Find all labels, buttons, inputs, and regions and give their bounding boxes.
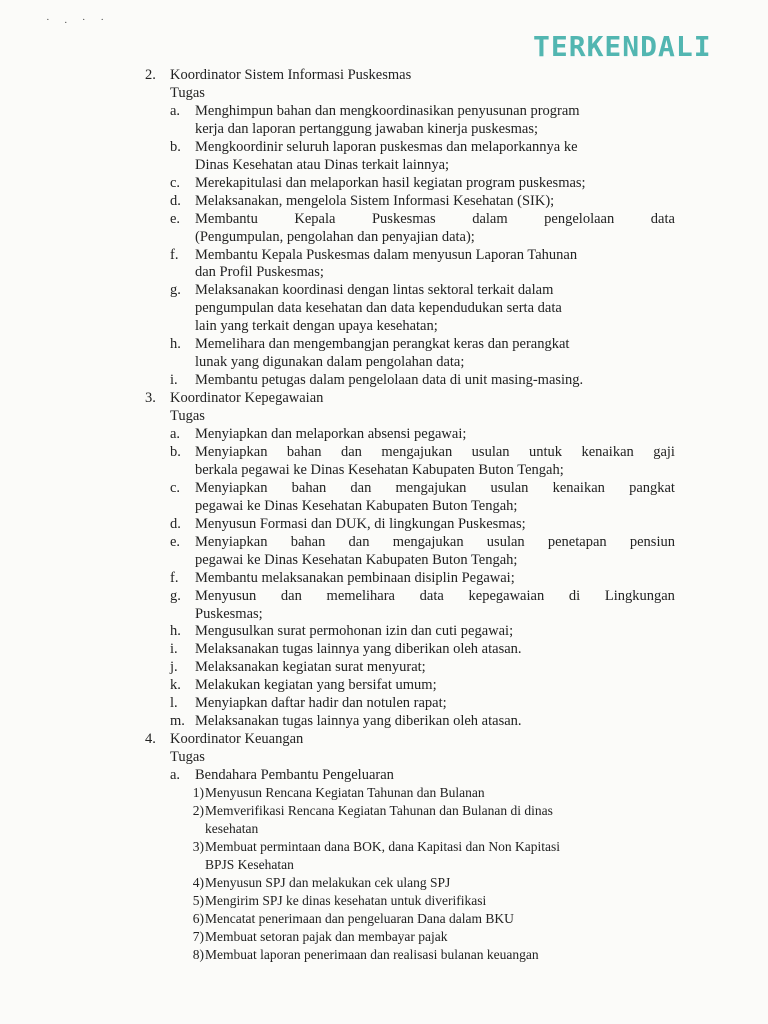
word: kepegawaian <box>468 587 545 604</box>
item-letter: c. <box>170 479 181 496</box>
word: Kepala <box>294 210 336 227</box>
item-text <box>195 479 675 497</box>
word: bahan <box>290 533 326 550</box>
item-letter: j. <box>170 659 178 676</box>
word: usulan <box>490 479 529 496</box>
sub-item-number: 7) <box>192 928 204 944</box>
sub-item-text: Membuat laporan penerimaan dan realisasi bulanan keuangan <box>205 946 539 962</box>
word: kenaikan <box>552 479 605 496</box>
item-letter: h. <box>170 336 181 353</box>
sub-item-number: 3) <box>192 838 204 854</box>
item-letter: b. <box>170 443 181 460</box>
item-text <box>195 443 675 461</box>
word: di <box>568 587 581 604</box>
item-letter: d. <box>170 515 181 532</box>
item-letter: k. <box>170 677 181 694</box>
word: Lingkungan <box>604 587 675 604</box>
word: pengelolaan <box>544 210 615 227</box>
item-text: kerja dan laporan pertanggung jawaban kinerja puskesmas; <box>195 120 539 137</box>
sub-item-number: 2) <box>192 802 204 818</box>
item-text: Bendahara Pembantu Pengeluaran <box>195 767 394 784</box>
scan-specks: · . · · <box>46 14 110 26</box>
item-letter: f. <box>170 569 179 586</box>
sub-item-text: BPJS Kesehatan <box>205 856 294 872</box>
word: dan <box>350 479 372 496</box>
item-text: pengumpulan data kesehatan dan data kependudukan serta data <box>195 300 562 317</box>
word: Membantu <box>195 210 258 227</box>
item-text: Membantu petugas dalam pengelolaan data di unit masing-masing. <box>195 372 584 389</box>
item-text: Menyusun Formasi dan DUK, di lingkungan Puskesmas; <box>195 515 526 532</box>
item-letter: b. <box>170 138 181 155</box>
item-letter: e. <box>170 210 181 227</box>
item-letter: m. <box>170 713 185 730</box>
item-letter: h. <box>170 623 181 640</box>
section-title: Koordinator Kepegawaian <box>170 390 324 407</box>
item-letter: i. <box>170 372 178 389</box>
item-letter: a. <box>170 102 181 119</box>
word: kenaikan <box>581 443 634 460</box>
item-text: Melaksanakan tugas lainnya yang diberikan oleh atasan. <box>195 641 522 658</box>
item-letter: a. <box>170 767 181 784</box>
word: dalam <box>472 210 508 227</box>
sub-item-text: Memverifikasi Rencana Kegiatan Tahunan dan Bulanan di dinas <box>205 802 553 818</box>
word: data <box>419 587 444 604</box>
item-text: Membantu Kepala Puskesmas dalam menyusun Laporan Tahunan <box>195 246 578 263</box>
tugas-label: Tugas <box>170 408 205 425</box>
item-text <box>195 210 675 228</box>
word: data <box>650 210 675 227</box>
item-letter: f. <box>170 246 179 263</box>
sub-item-text: Mencatat penerimaan dan pengeluaran Dana dalam BKU <box>205 910 514 926</box>
item-text: lain yang terkait dengan upaya kesehatan; <box>195 318 438 335</box>
tugas-label: Tugas <box>170 749 205 766</box>
item-text: (Pengumpulan, pengolahan dan penyajian data); <box>195 228 475 245</box>
item-text: dan Profil Puskesmas; <box>195 264 324 281</box>
section-number: 2. <box>145 67 156 83</box>
item-text: Melaksanakan, mengelola Sistem Informasi Kesehatan (SIK); <box>195 192 555 209</box>
word: dan <box>348 533 370 550</box>
word: usulan <box>486 533 525 550</box>
item-letter: a. <box>170 426 181 442</box>
word: penetapan <box>547 533 607 550</box>
item-text: Melaksanakan kegiatan surat menyurat; <box>195 659 426 676</box>
item-letter: i. <box>170 641 178 658</box>
item-text: Melakukan kegiatan yang bersifat umum; <box>195 677 437 694</box>
item-text: pegawai ke Dinas Kesehatan Kabupaten Buton Tengah; <box>195 497 518 514</box>
item-text: lunak yang digunakan dalam pengolahan data; <box>195 354 465 371</box>
word: bahan <box>286 443 322 460</box>
sub-item-text: Menyusun Rencana Kegiatan Tahunan dan Bulanan <box>205 785 485 800</box>
word: bahan <box>291 479 327 496</box>
sub-item-text: Membuat permintaan dana BOK, dana Kapitasi dan Non Kapitasi <box>205 838 561 854</box>
item-text: Mengkoordinir seluruh laporan puskesmas dan melaporkannya ke <box>195 138 578 155</box>
word: usulan <box>471 443 510 460</box>
item-text: Membantu melaksanakan pembinaan disiplin Pegawai; <box>195 569 515 586</box>
item-text: Menghimpun bahan dan mengkoordinasikan penyusunan program <box>195 102 580 119</box>
section-title: Koordinator Sistem Informasi Puskesmas <box>170 67 412 83</box>
sub-item-text: Menyusun SPJ dan melakukan cek ulang SPJ <box>205 874 451 890</box>
section-number: 4. <box>145 731 156 748</box>
sub-item-text: Membuat setoran pajak dan membayar pajak <box>205 928 448 944</box>
word: dan <box>340 443 362 460</box>
item-text <box>195 533 675 551</box>
item-letter: g. <box>170 282 181 299</box>
sub-item-number: 5) <box>192 892 204 908</box>
word: Menyiapkan <box>195 479 268 496</box>
sub-item-number: 8) <box>192 946 204 962</box>
item-text: Puskesmas; <box>195 605 263 622</box>
item-text: Merekapitulasi dan melaporkan hasil kegiatan program puskesmas; <box>195 174 586 191</box>
word: Puskesmas <box>371 210 436 227</box>
word: memelihara <box>326 587 395 604</box>
word: mengajukan <box>381 443 453 460</box>
item-letter: l. <box>170 695 178 712</box>
tugas-label: Tugas <box>170 84 205 101</box>
item-letter: c. <box>170 174 181 191</box>
word: mengajukan <box>392 533 464 550</box>
item-text: Melaksanakan koordinasi dengan lintas sektoral terkait dalam <box>195 282 554 299</box>
sub-item-number: 6) <box>192 910 204 926</box>
item-letter: g. <box>170 587 181 604</box>
word: gaji <box>653 443 675 460</box>
item-text: Memelihara dan mengembangjan perangkat keras dan perangkat <box>195 336 570 353</box>
item-text: pegawai ke Dinas Kesehatan Kabupaten Buton Tengah; <box>195 551 518 568</box>
item-text: Melaksanakan tugas lainnya yang diberikan oleh atasan. <box>195 713 522 730</box>
word: Menyiapkan <box>195 533 268 550</box>
word: pensiun <box>629 533 675 550</box>
word: mengajukan <box>395 479 467 496</box>
item-text: Menyiapkan daftar hadir dan notulen rapat; <box>195 695 447 712</box>
word: dan <box>280 587 302 604</box>
item-text: Menyiapkan dan melaporkan absensi pegawai; <box>195 426 467 442</box>
item-letter: d. <box>170 192 181 209</box>
section-number: 3. <box>145 390 156 407</box>
sub-item-text: kesehatan <box>205 820 259 836</box>
item-text <box>195 587 675 605</box>
word: Menyusun <box>195 587 257 604</box>
item-text: Dinas Kesehatan atau Dinas terkait lainnya; <box>195 156 450 173</box>
item-text: Mengusulkan surat permohonan izin dan cuti pegawai; <box>195 623 514 640</box>
word: pangkat <box>629 479 675 496</box>
word: untuk <box>528 443 562 460</box>
item-text: berkala pegawai ke Dinas Kesehatan Kabupaten Buton Tengah; <box>195 461 564 478</box>
section-title: Koordinator Keuangan <box>170 731 304 748</box>
item-letter: e. <box>170 533 181 550</box>
sub-item-text: Mengirim SPJ ke dinas kesehatan untuk diverifikasi <box>205 892 487 908</box>
sub-item-number: 4) <box>192 874 204 890</box>
word: Menyiapkan <box>195 443 268 460</box>
terkendali-stamp: TERKENDALI <box>533 30 712 63</box>
sub-item-number: 1) <box>192 785 204 800</box>
